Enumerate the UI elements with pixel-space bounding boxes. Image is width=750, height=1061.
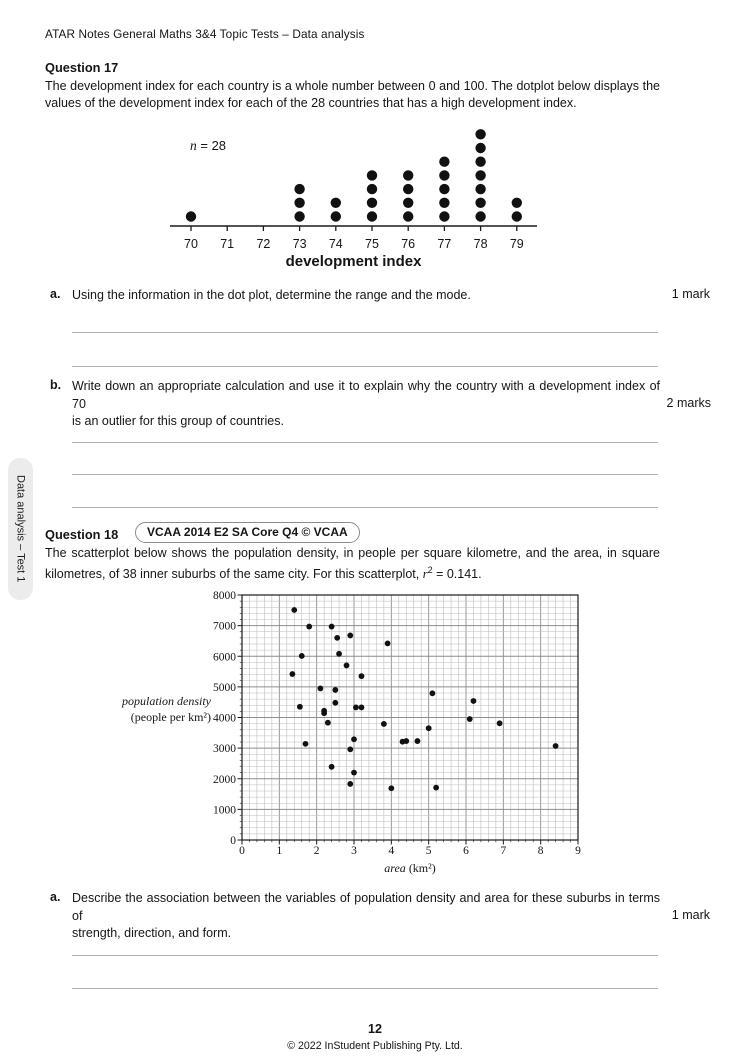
dot	[439, 184, 449, 194]
scatter-point	[351, 736, 357, 742]
scatter-point	[303, 741, 309, 747]
scatter-y-axis-label-line1: population density	[122, 694, 211, 708]
scatter-point	[433, 785, 439, 791]
answer-line	[72, 507, 658, 508]
question-18-title: Question 18	[45, 527, 119, 542]
dotplot-tick-label: 79	[509, 237, 524, 251]
scatter-x-axis-label: area (km²)	[384, 861, 436, 875]
scatter-point	[332, 687, 338, 693]
dot	[403, 170, 413, 180]
scatter-point	[329, 764, 335, 770]
scatter-point	[325, 720, 331, 726]
dot	[512, 211, 522, 221]
dotplot-tick-label: 72	[256, 237, 271, 251]
scatter-x-tick-label: 7	[500, 845, 507, 857]
scatter-x-tick-label: 2	[313, 845, 320, 857]
scatter-point	[388, 785, 394, 791]
dot	[475, 211, 485, 221]
scatter-point	[290, 671, 296, 677]
scatter-point	[381, 721, 387, 727]
q18a-marks: 1 mark	[671, 908, 710, 922]
scatter-point	[347, 746, 353, 752]
q17b-text	[72, 378, 660, 431]
scatter-x-tick-label: 0	[239, 845, 245, 857]
q17b-line-2: is an outlier for this group of countries.	[72, 414, 284, 428]
scatter-point	[359, 704, 365, 710]
scatter-point	[430, 690, 436, 696]
dot	[475, 129, 485, 139]
scatter-point	[336, 651, 342, 657]
dot	[294, 184, 304, 194]
q17b-line-1: Write down an appropriate calculation and use it to explain why the country with a development index of 70	[72, 379, 660, 411]
sidebar-tab-text: Data analysis – Test 1	[14, 475, 27, 583]
q18-intro-line-2-text: kilometres, of 38 inner suburbs of the same city. For this scatterplot,	[45, 567, 423, 582]
dotplot-tick-label: 78	[473, 237, 488, 251]
scatter-x-tick-label: 1	[276, 845, 283, 857]
r-exponent: 2	[427, 565, 433, 575]
question-17-title: Question 17	[45, 60, 119, 75]
scatter-point	[291, 607, 297, 613]
scatter-x-tick-label: 9	[575, 845, 581, 857]
scatter-point	[426, 725, 432, 731]
scatter-x-tick-label: 3	[351, 845, 357, 857]
scatter-point	[318, 686, 324, 692]
scatter-point	[415, 738, 421, 744]
scatterplot	[110, 583, 600, 879]
dot	[475, 184, 485, 194]
dotplot-tick-label: 77	[437, 237, 452, 251]
dotplot-tick-label: 73	[292, 237, 307, 251]
dot	[331, 198, 341, 208]
dotplot-x-axis-label: development index	[285, 253, 422, 270]
dot	[403, 198, 413, 208]
page-number: 12	[367, 1022, 382, 1036]
dot	[439, 170, 449, 180]
answer-line	[72, 988, 658, 989]
scatter-y-tick-label: 4000	[213, 712, 236, 725]
scatter-y-tick-label: 5000	[213, 681, 236, 694]
scatter-point	[351, 770, 357, 776]
q18a-label: a.	[50, 890, 61, 904]
dot	[331, 211, 341, 221]
q17a-text: Using the information in the dot plot, determine the range and the mode.	[72, 288, 471, 302]
dotplot	[150, 122, 560, 274]
scatter-point	[329, 624, 335, 630]
intro-line-1: The development index for each country is a whole number between 0 and 100. The dotplot below displays the	[45, 79, 660, 93]
dot	[512, 198, 522, 208]
q18-intro-line-1: The scatterplot below shows the population density, in people per square kilometre, and the area, in square	[45, 546, 660, 560]
scatter-x-tick-label: 4	[388, 845, 395, 857]
scatter-point	[347, 781, 353, 787]
dot	[294, 198, 304, 208]
dot	[367, 198, 377, 208]
scatter-point	[353, 704, 359, 710]
dotplot-tick-label: 70	[184, 237, 198, 251]
scatter-point	[347, 633, 353, 639]
dotplot-tick-label: 71	[220, 237, 235, 251]
scatter-y-tick-label: 7000	[213, 620, 236, 633]
answer-line	[72, 955, 658, 956]
dotplot-axis	[170, 226, 537, 251]
scatter-x-tick-label: 8	[537, 845, 544, 857]
dot	[367, 184, 377, 194]
sidebar-tab-test-label	[8, 458, 33, 600]
scatter-y-tick-label: 0	[230, 835, 236, 847]
scatter-point	[471, 698, 477, 704]
question-18-intro	[45, 545, 660, 583]
scatter-point	[467, 716, 473, 722]
q17b-marks: 2 marks	[666, 396, 711, 410]
vcaa-source-badge: VCAA 2014 E2 SA Core Q4 © VCAA	[135, 522, 360, 543]
scatter-point	[385, 640, 391, 646]
dotplot-tick-label: 74	[328, 237, 343, 251]
scatter-y-tick-label: 2000	[213, 773, 236, 786]
scatter-y-tick-label: 6000	[213, 651, 236, 664]
scatter-point	[332, 700, 338, 706]
answer-line	[72, 332, 658, 333]
scatter-point	[297, 704, 303, 710]
scatter-y-axis-label-line2: (people per km²)	[130, 710, 211, 724]
dot	[475, 170, 485, 180]
scatter-point	[553, 743, 559, 749]
scatter-x-tick-label: 6	[463, 845, 469, 857]
intro-line-2: values of the development index for each of the 28 countries that has a high development index.	[45, 96, 577, 110]
dotplot-n-annotation: n = 28	[190, 138, 227, 153]
dotplot-dots	[186, 129, 522, 222]
copyright-notice: © 2022 InStudent Publishing Pty. Ltd.	[287, 1040, 463, 1052]
scatter-y-tick-label: 8000	[213, 590, 236, 602]
scatter-point	[299, 653, 305, 659]
dot	[367, 170, 377, 180]
scatter-point	[497, 720, 503, 726]
scatter-point	[344, 663, 350, 669]
q17b-label: b.	[50, 378, 62, 392]
r-value: = 0.141.	[432, 567, 482, 582]
scatter-point	[321, 710, 327, 716]
scatter-y-tick-label: 1000	[213, 804, 236, 817]
scatter-point	[334, 635, 340, 641]
q18a-line-2: strength, direction, and form.	[72, 926, 232, 940]
q17a-marks: 1 mark	[671, 287, 710, 301]
q17a-label: a.	[50, 287, 61, 301]
answer-line	[72, 442, 658, 443]
scatter-point	[359, 673, 365, 679]
scatter-grid	[238, 595, 579, 845]
scatter-x-tick-label: 5	[425, 845, 432, 857]
dotplot-tick-label: 76	[401, 237, 416, 251]
dot	[186, 211, 196, 221]
answer-line	[72, 366, 658, 367]
q18a-line-1: Describe the association between the variables of population density and area for these suburbs in terms of	[72, 891, 660, 923]
dot	[439, 211, 449, 221]
dot	[439, 157, 449, 167]
dot	[403, 211, 413, 221]
dot	[475, 143, 485, 153]
scatter-point	[306, 624, 312, 630]
r-variable: r	[422, 567, 428, 582]
dot	[439, 198, 449, 208]
dot	[475, 198, 485, 208]
dot	[403, 184, 413, 194]
scatter-point	[403, 738, 409, 744]
scatter-y-tick-label: 3000	[213, 743, 236, 756]
question-17-intro	[45, 78, 660, 112]
dot	[367, 211, 377, 221]
dot	[475, 157, 485, 167]
q18a-text	[72, 890, 660, 943]
answer-line	[72, 474, 658, 475]
q18-intro-line-2	[45, 562, 660, 583]
running-header: ATAR Notes General Maths 3&4 Topic Tests – Data analysis	[45, 27, 365, 41]
dot	[294, 211, 304, 221]
dotplot-tick-label: 75	[365, 237, 379, 251]
